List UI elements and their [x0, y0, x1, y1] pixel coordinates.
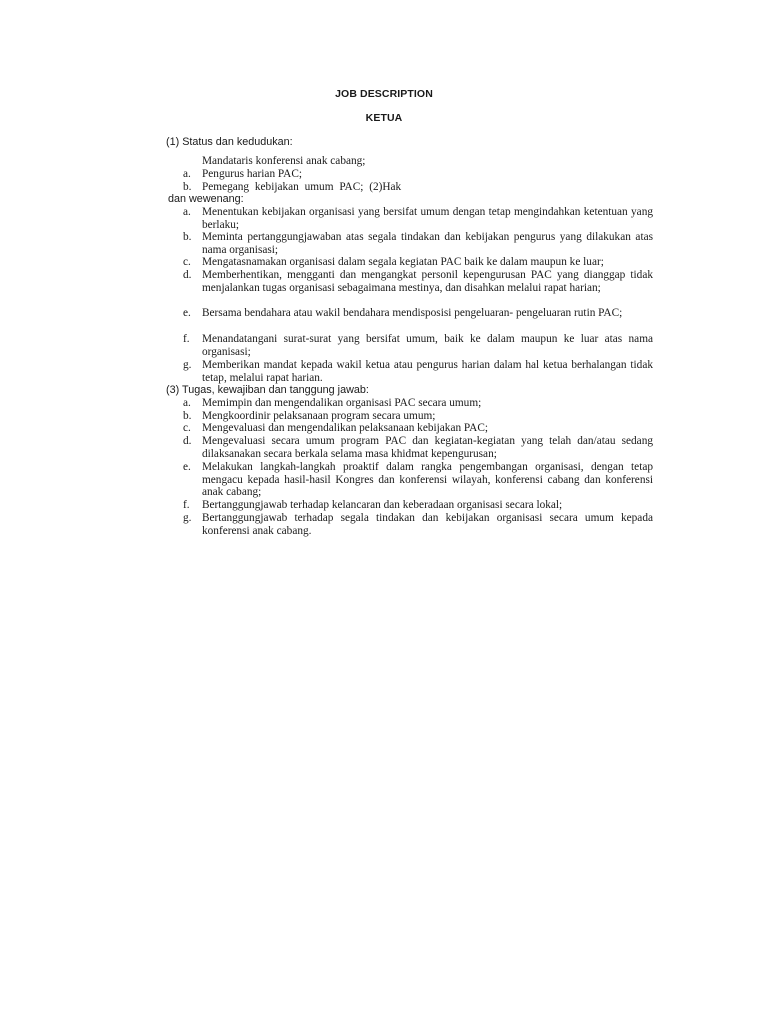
list-marker: d. — [183, 435, 192, 447]
list-item — [183, 461, 653, 499]
list-marker: e. — [183, 461, 191, 473]
section-3-heading: (3) Tugas, kewajiban dan tanggung jawab: — [166, 384, 369, 396]
list-marker: f. — [183, 499, 190, 511]
list-item — [183, 307, 653, 320]
list-marker: e. — [183, 307, 191, 319]
list-marker: a. — [183, 397, 191, 409]
list-item — [183, 410, 653, 423]
list-text: Mengevaluasi secara umum program PAC dan kegiatan-kegiatan yang telah dan/atau sedang dilaksanakan secara berkala selama masa khidmat kepengurusan; — [202, 435, 653, 460]
list-item — [183, 397, 653, 410]
list-text: Meminta pertanggungjawaban atas segala tindakan dan kebijakan pengurus yang dilakukan atas nama organisasi; — [202, 231, 653, 256]
list-marker: a. — [183, 168, 191, 180]
list-item — [183, 256, 653, 269]
list-item — [183, 359, 653, 384]
list-marker: b. — [183, 181, 192, 193]
list-text: Pengurus harian PAC; — [202, 168, 303, 180]
list-text: Mengkoordinir pelaksanaan program secara umum; — [202, 410, 436, 422]
list-marker: b. — [183, 231, 192, 243]
list-marker: a. — [183, 206, 191, 218]
list-marker: f. — [183, 333, 190, 345]
list-item — [183, 181, 653, 194]
list-text: Mengevaluasi dan mengendalikan pelaksanaan kebijakan PAC; — [202, 422, 489, 434]
list-text: Memberhentikan, mengganti dan mengangkat personil kepengurusan PAC yang dianggap tidak menjalankan tugas organisasi sebagaimana mestinya, dan disahkan melalui rapat harian; — [202, 269, 653, 294]
list-marker: c. — [183, 256, 191, 268]
list-item — [183, 499, 653, 512]
section-1-heading: (1) Status dan kedudukan: — [166, 136, 293, 148]
list-text: Bersama bendahara atau wakil bendahara mendisposisi pengeluaran- pengeluaran rutin PAC; — [202, 307, 623, 319]
list-item — [183, 512, 653, 537]
list-marker: c. — [183, 422, 191, 434]
list-item — [183, 333, 653, 358]
list-item — [183, 422, 653, 435]
document-title: JOB DESCRIPTION — [335, 88, 433, 100]
list-item — [183, 206, 653, 231]
section-2-heading: dan wewenang: — [168, 193, 244, 205]
list-text: Pemegang kebijakan umum PAC; (2)Hak — [202, 181, 402, 193]
list-marker: g. — [183, 359, 192, 371]
list-text: Memimpin dan mengendalikan organisasi PAC secara umum; — [202, 397, 482, 409]
section-1-intro: Mandataris konferensi anak cabang; — [202, 155, 366, 167]
list-text: Bertanggungjawab terhadap segala tindakan dan kebijakan organisasi secara umum kepada konferensi anak cabang. — [202, 512, 653, 537]
list-marker: d. — [183, 269, 192, 281]
list-text: Menandatangani surat-surat yang bersifat umum, baik ke dalam maupun ke luar atas nama organisasi; — [202, 333, 653, 358]
list-text: Memberikan mandat kepada wakil ketua atau pengurus harian dalam hal ketua berhalangan tidak tetap, melalui rapat harian. — [202, 359, 653, 384]
list-marker: b. — [183, 410, 192, 422]
list-item — [183, 168, 653, 181]
document-subtitle: KETUA — [365, 112, 403, 124]
list-marker: g. — [183, 512, 192, 524]
list-text: Mengatasnamakan organisasi dalam segala kegiatan PAC baik ke dalam maupun ke luar; — [202, 256, 604, 268]
list-item — [183, 269, 653, 294]
list-text: Bertanggungjawab terhadap kelancaran dan keberadaan organisasi secara lokal; — [202, 499, 563, 511]
list-text: Melakukan langkah-langkah proaktif dalam rangka pengembangan organisasi, dengan tetap mengacu kepada hasil-hasil Kongres dan konferensi wilayah, konferensi cabang dan konferensi anak cabang; — [202, 461, 653, 499]
list-text: Menentukan kebijakan organisasi yang bersifat umum dengan tetap mengindahkan ketentuan yang berlaku; — [202, 206, 653, 231]
list-item — [183, 231, 653, 256]
list-item — [183, 435, 653, 460]
